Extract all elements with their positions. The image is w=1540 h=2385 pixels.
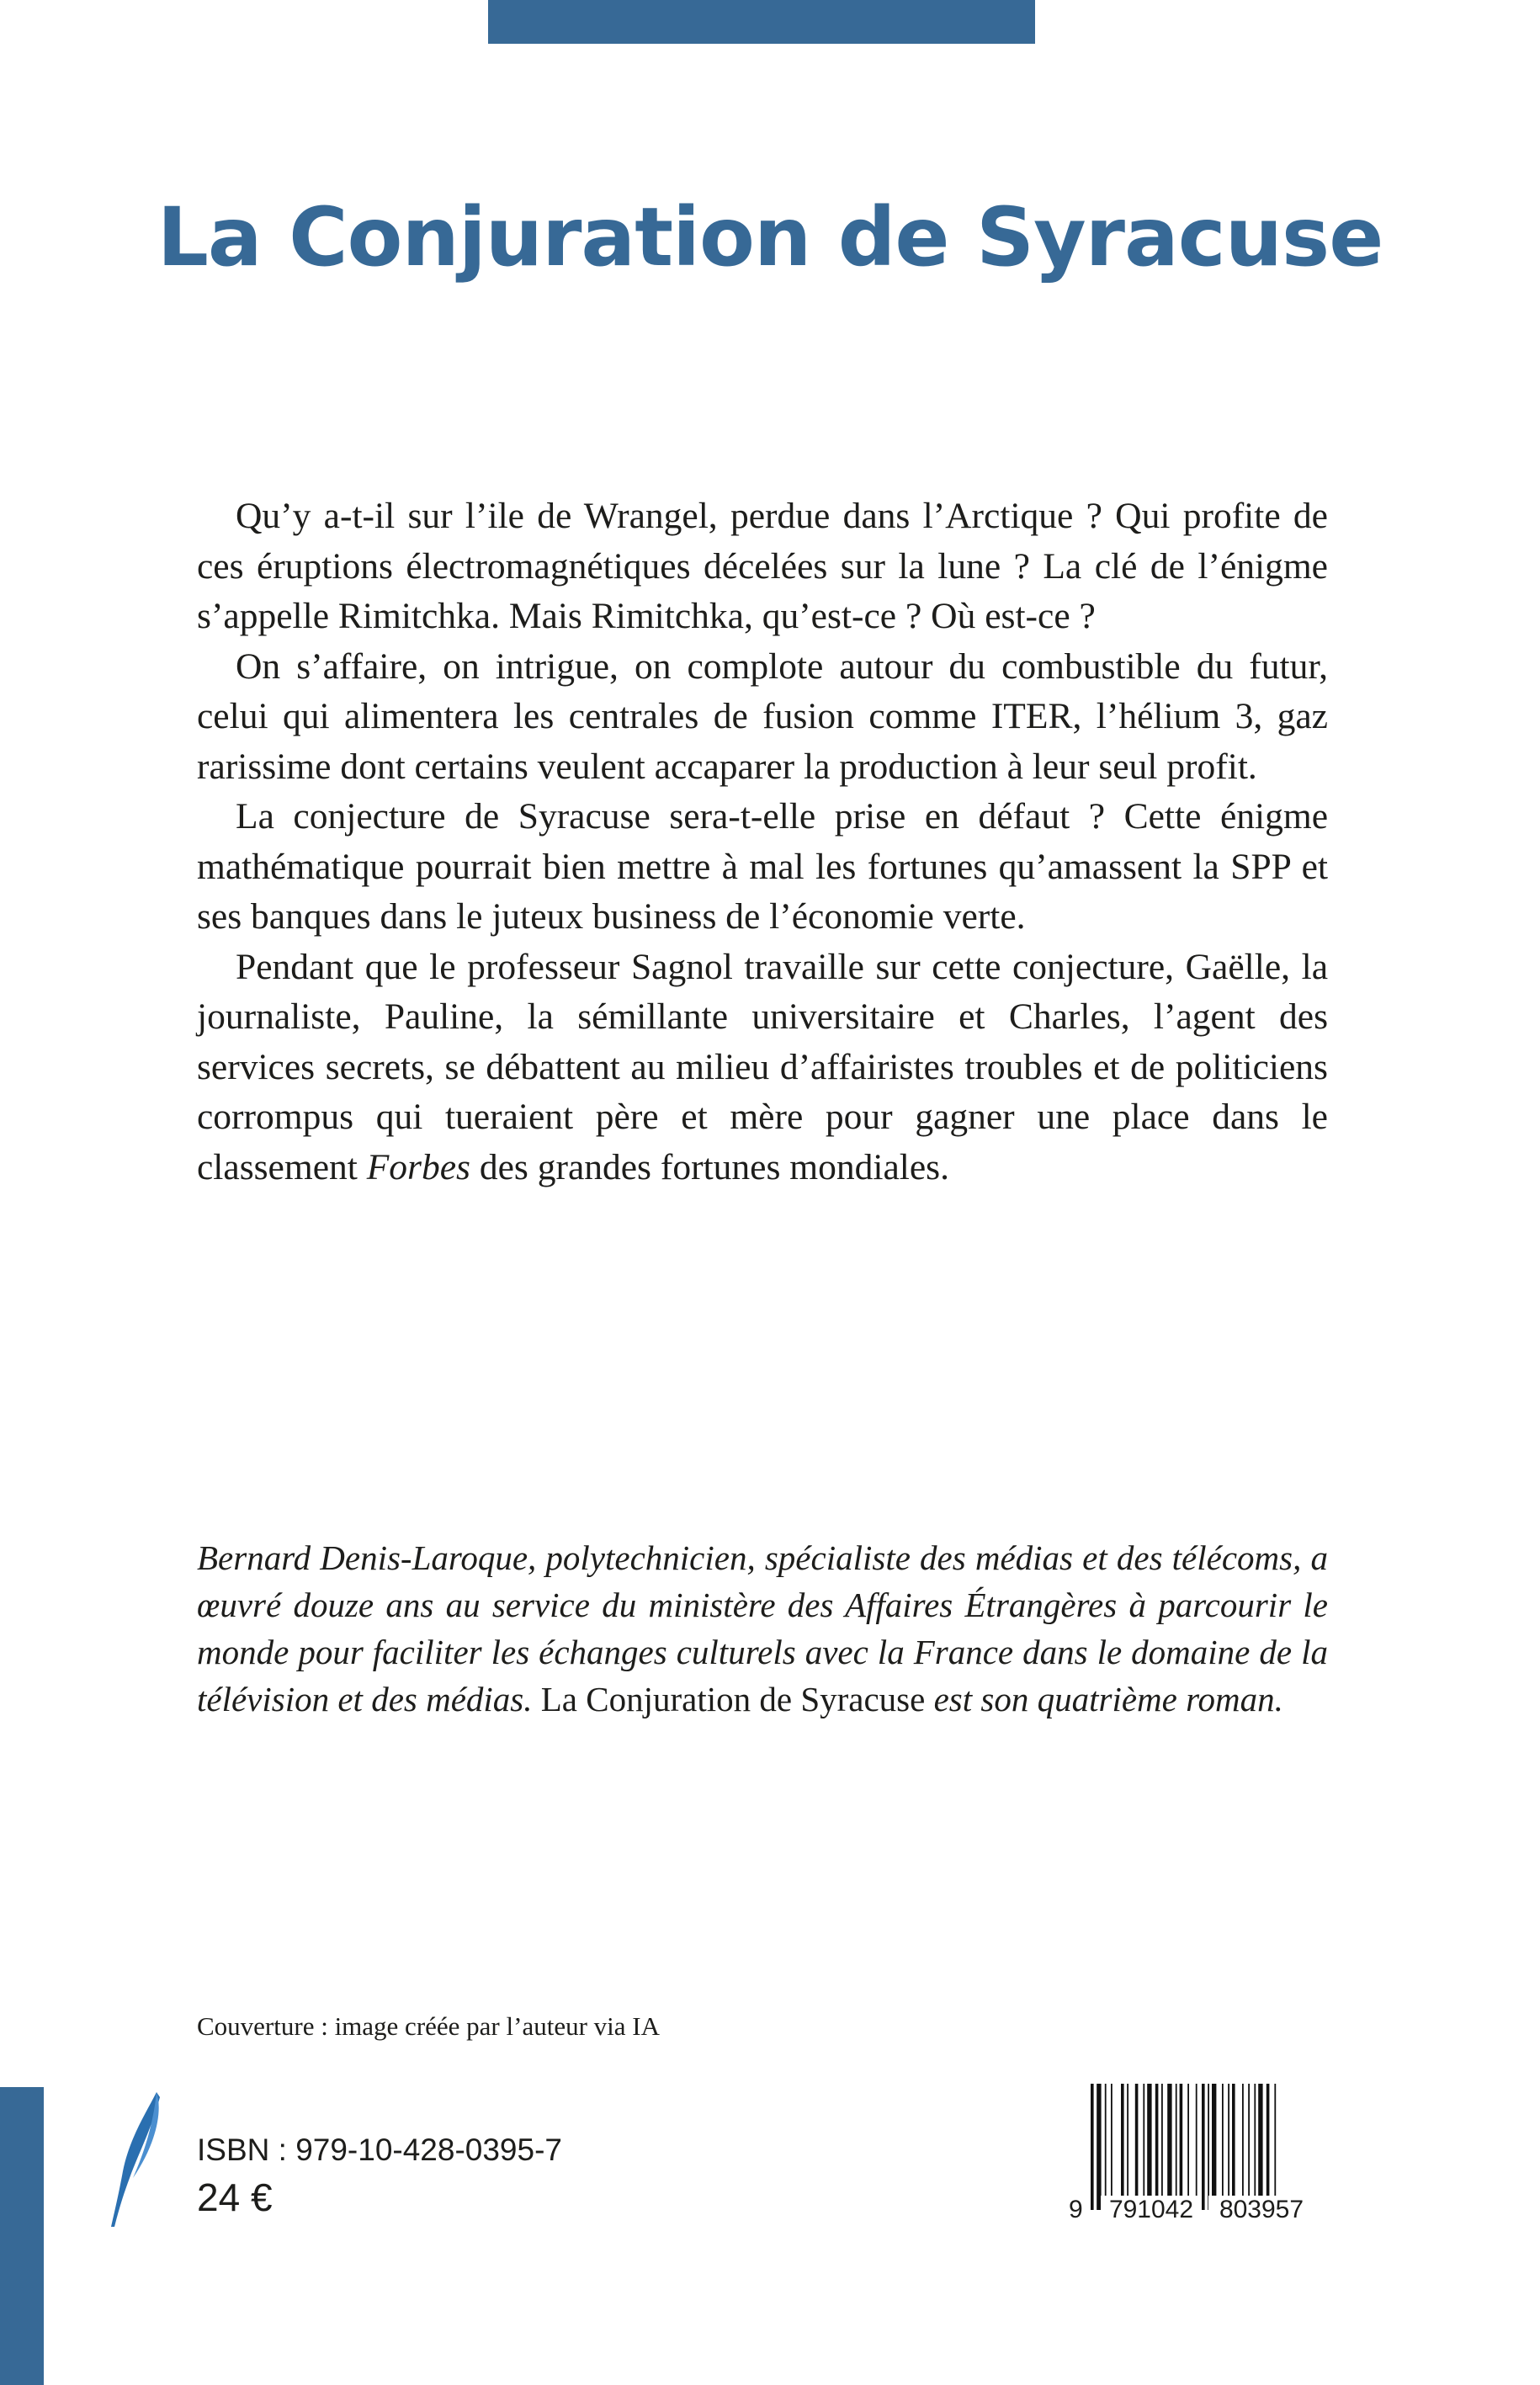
barcode-digits: [1069, 2191, 1321, 2228]
barcode-digit-first: 9: [1069, 2196, 1083, 2223]
back-cover-blurb: [197, 491, 1328, 1192]
bio-end: est son quatrième roman.: [933, 1680, 1283, 1718]
top-accent-bar: [488, 0, 1035, 44]
barcode-digits-left: 791042: [1101, 2196, 1202, 2224]
blurb-text: Pendant que le professeur Sagnol travaille sur cette conjecture, Gaëlle, la journaliste, Pauline, la sémillante universitaire et Charles, l’agent des services secrets, se débattent au milieu d’affairistes troubles et de politiciens corrompus qui tueraient père et mère pour gagner une place dans le classement: [197, 946, 1328, 1187]
side-accent-bar: [0, 2087, 44, 2385]
blurb-paragraph: Qu’y a-t-il sur l’ile de Wrangel, perdue dans l’Arctique ? Qui profite de ces éruptions électromagnétiques décelées sur la lune ? La clé de l’énigme s’appelle Rimitchka. Mais Rimitchka, qu’est-ce ? Où est-ce ?: [197, 496, 1328, 636]
book-title: La Conjuration de Syracuse: [157, 190, 1383, 284]
price: 24 €: [197, 2175, 273, 2219]
author-bio: [197, 1534, 1328, 1723]
blurb-paragraph: La conjecture de Syracuse sera-t-elle prise en défaut ? Cette énigme mathématique pourrait bien mettre à mal les fortunes qu’amassent la SPP et ses banques dans le juteux business de l’économie verte.: [197, 796, 1328, 937]
blurb-text: des grandes fortunes mondiales.: [470, 1146, 949, 1187]
isbn: ISBN : 979-10-428-0395-7: [197, 2133, 562, 2167]
cover-credit: Couverture : image créée par l’auteur via IA: [197, 2011, 660, 2041]
feather-icon: [104, 2087, 172, 2230]
blurb-emphasis: Forbes: [366, 1146, 470, 1187]
bio-text: Bernard Denis-Laroque, polytechnicien, spécialiste des médias et des télécoms, a œuvré douze ans au service du ministère des Affaires Étrangères à parcourir le monde pour faciliter les échanges culturels avec la France dans le domaine de la télévision et des médias.: [197, 1538, 1328, 1718]
bio-book-title: La Conjuration de Syracuse: [540, 1680, 926, 1718]
blurb-paragraph: On s’affaire, on intrigue, on complote autour du combustible du futur, celui qui alimentera les centrales de fusion comme ITER, l’hélium 3, gaz rarissime dont certains veulent accaparer la production à leur seul profit.: [197, 645, 1328, 787]
barcode-digits-right: 803957: [1208, 2196, 1314, 2224]
blurb-paragraph: [197, 943, 1328, 1193]
